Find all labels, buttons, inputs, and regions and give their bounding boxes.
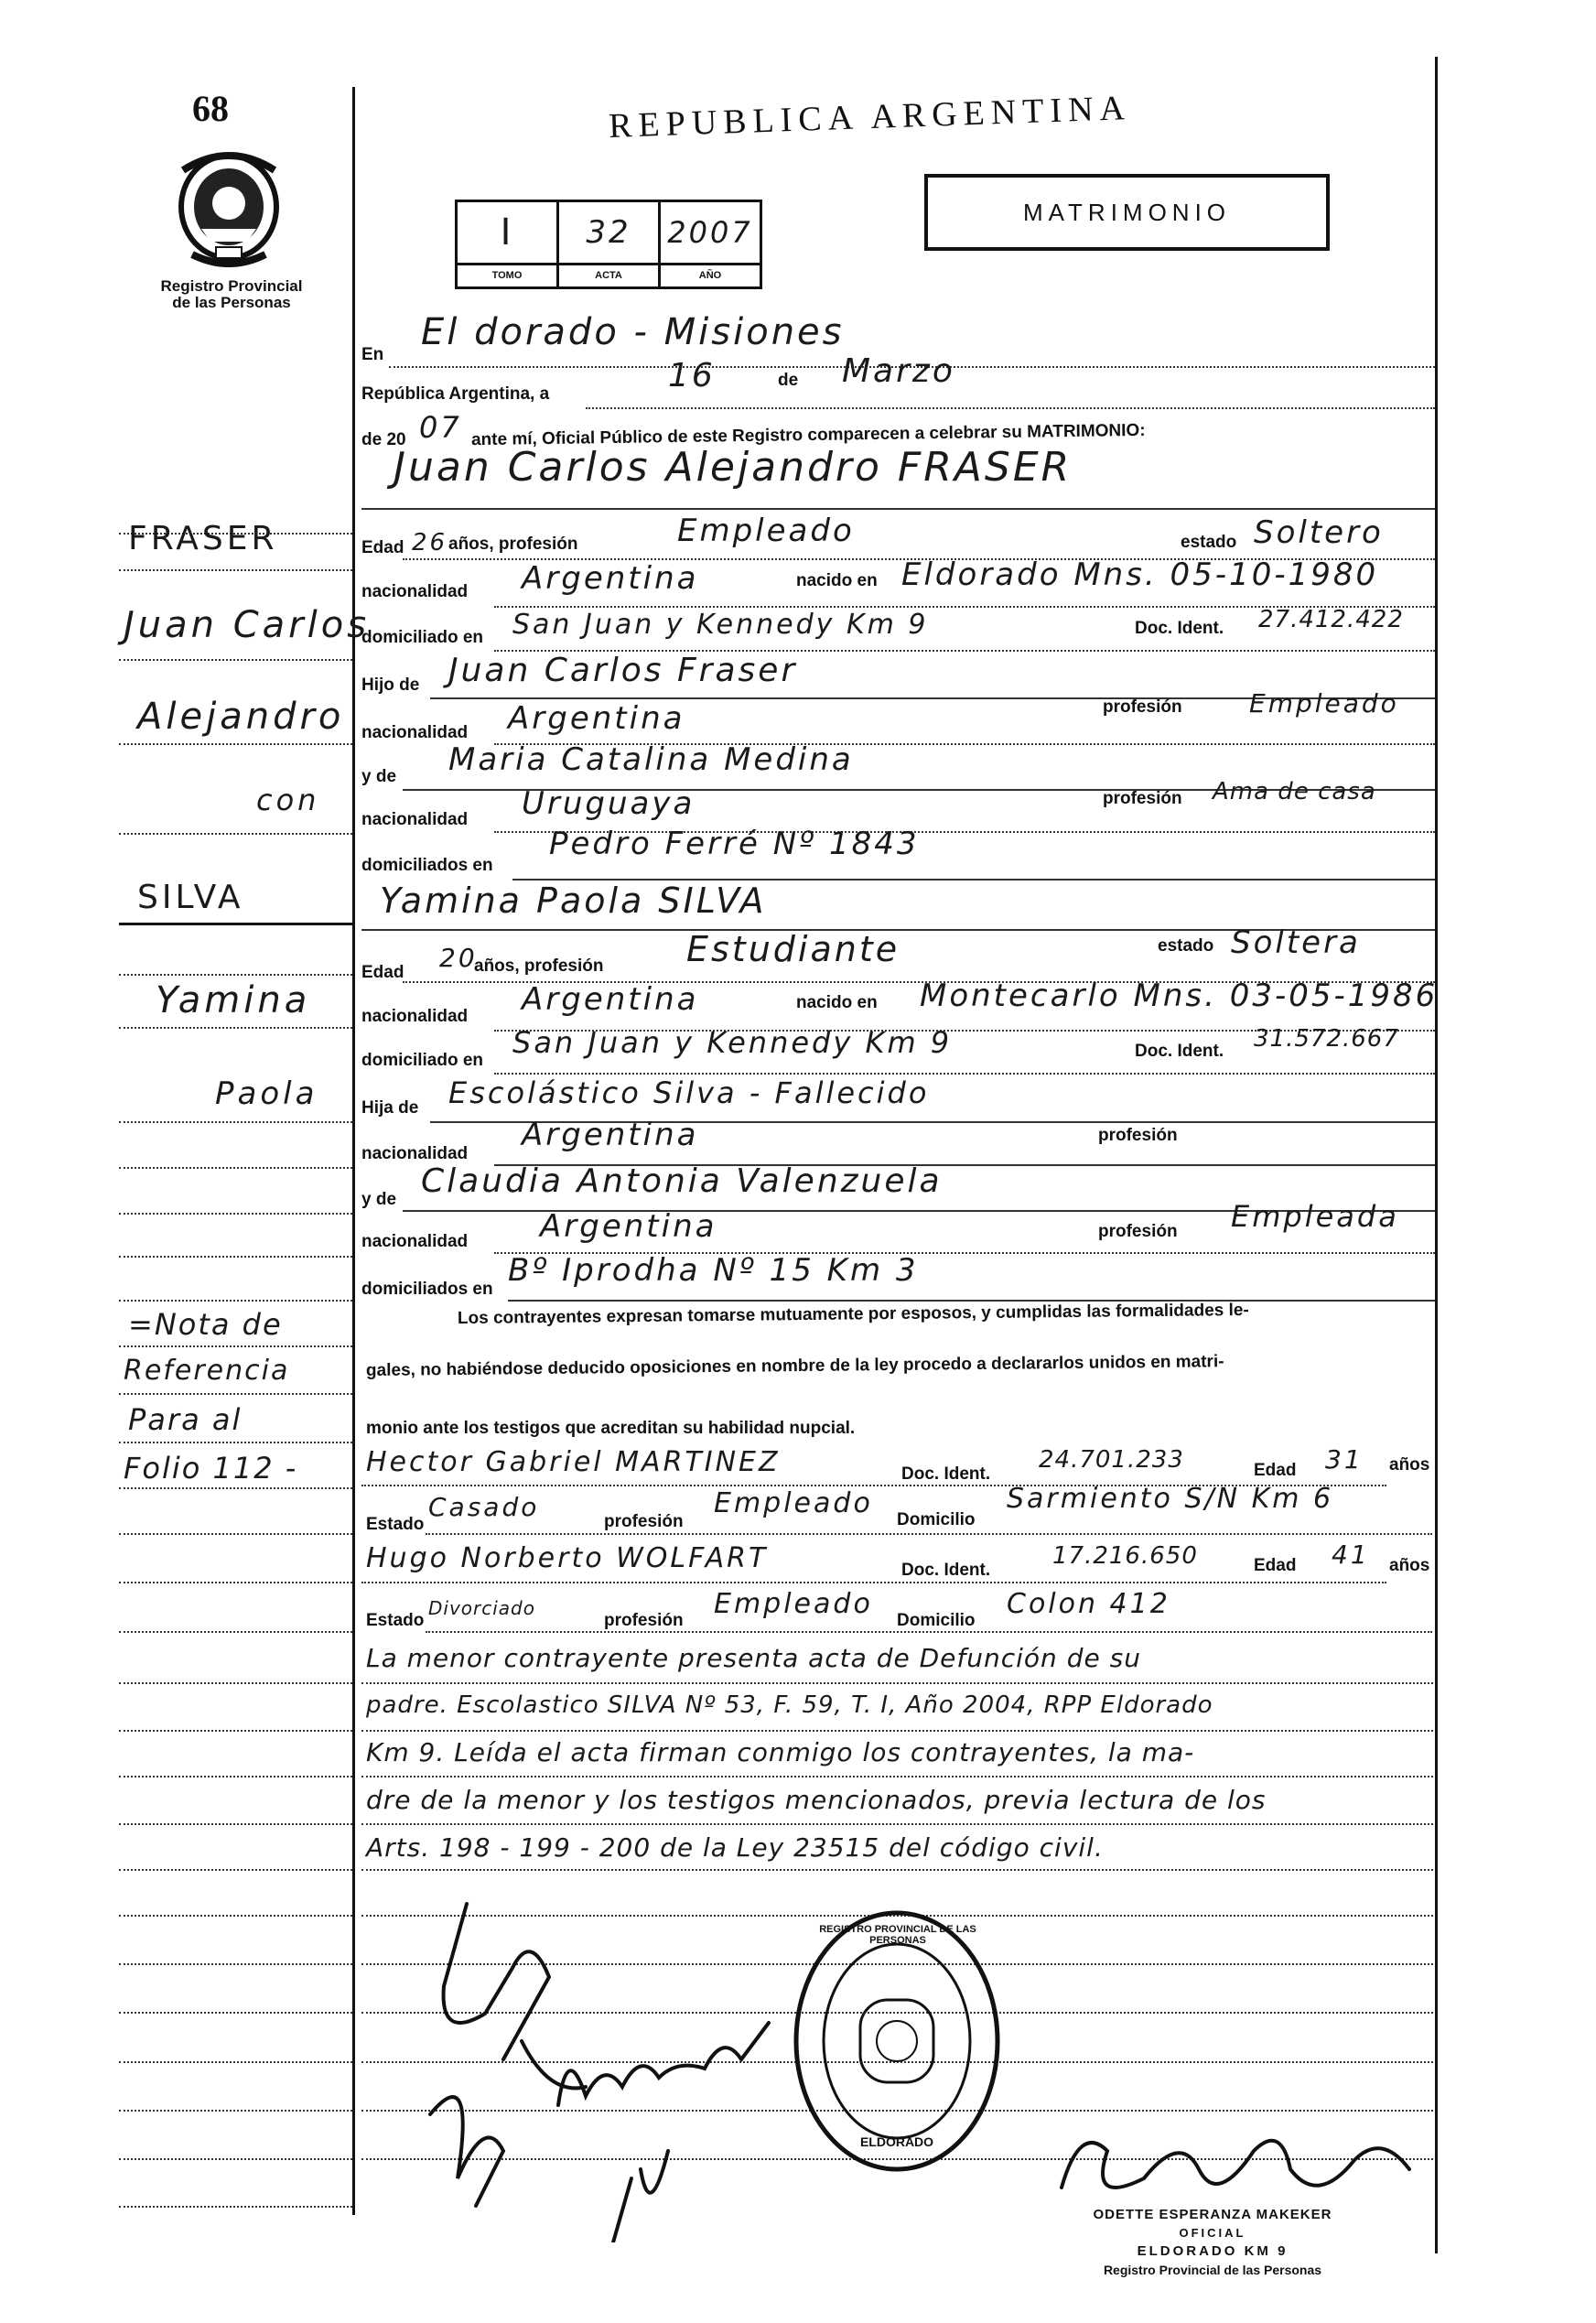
bride-father-nat: Argentina [522, 1117, 699, 1153]
groom-anos-prof-label: años, profesión [448, 535, 578, 554]
year-suffix: 07 [419, 410, 462, 445]
day: 16 [668, 357, 716, 394]
witness2-profesion-label: profesión [604, 1611, 684, 1630]
bride-father-prof-label: profesión [1098, 1126, 1178, 1145]
margin-note-1: =Nota de [128, 1307, 283, 1342]
stamp-line2: OFICIAL [1179, 2226, 1246, 2240]
witness1-profession: Empleado [714, 1487, 873, 1519]
de-label: de [778, 371, 799, 390]
witness2-domicilio-label: Domicilio [897, 1611, 976, 1630]
groom-age: 26 [412, 529, 448, 556]
bride-mother-nat-label: nacionalidad [361, 1232, 469, 1251]
bride-nacionalidad-label: nacionalidad [361, 1007, 469, 1026]
record-tomo: I [458, 202, 559, 263]
groom-mother-nat: Uruguaya [522, 785, 696, 822]
groom-nacionalidad-label: nacionalidad [361, 582, 469, 601]
witness1-estado-label: Estado [366, 1515, 425, 1534]
groom-estado-label: estado [1181, 533, 1237, 552]
witness1-doc: 24.701.233 [1039, 1446, 1184, 1474]
bride-hija-label: Hija de [361, 1098, 419, 1118]
margin-note-3: Para al [128, 1402, 243, 1437]
bride-doc: 31.572.667 [1254, 1025, 1399, 1053]
bride-doc-label: Doc. Ident. [1135, 1042, 1224, 1061]
registry-name [135, 278, 328, 311]
bride-mother: Claudia Antonia Valenzuela [421, 1162, 943, 1200]
margin-bride-name2: Paola [215, 1075, 318, 1112]
margin-con: con [256, 783, 320, 817]
witness2-age: 41 [1332, 1540, 1370, 1570]
groom-yde-label: y de [361, 767, 397, 786]
bride-father: Escolástico Silva - Fallecido [448, 1075, 930, 1110]
groom-nacido-label: nacido en [796, 571, 878, 590]
note-line-4: dre de la menor y los testigos mencionados, previa lectura de los [366, 1785, 1267, 1815]
margin-bride-surname: SILVA [137, 879, 244, 916]
groom-address: San Juan y Kennedy Km 9 [512, 609, 929, 641]
witness1-profesion-label: profesión [604, 1512, 684, 1531]
groom-father-nat: Argentina [508, 700, 685, 737]
bride-anos-prof-label: años, profesión [474, 956, 604, 976]
stamp-line4: Registro Provincial de las Personas [1103, 2263, 1322, 2277]
witness2-estado-label: Estado [366, 1611, 425, 1630]
witness2-doc: 17.216.650 [1052, 1542, 1198, 1570]
republica-label: República Argentina, a [361, 384, 550, 404]
doc-type: MATRIMONIO [1022, 198, 1232, 226]
note-line-5: Arts. 198 - 199 - 200 de la Ley 23515 del código civil. [366, 1832, 1104, 1863]
bride-nacido-label: nacido en [796, 993, 878, 1012]
record-anio-label: AÑO [698, 270, 722, 281]
groom-father-nat-label: nacionalidad [361, 723, 469, 742]
groom-doc: 27.412.422 [1258, 606, 1404, 633]
margin-bride-name1: Yamina [156, 979, 311, 1021]
coat-of-arms-icon [165, 139, 293, 267]
page-number: 68 [192, 88, 229, 129]
witness1-anos-label: años [1389, 1455, 1430, 1475]
groom-full-name: Juan Carlos Alejandro FRASER [394, 444, 1073, 491]
bride-address: San Juan y Kennedy Km 9 [512, 1025, 953, 1060]
bride-mother-nat: Argentina [540, 1208, 717, 1245]
bride-mother-prof-label: profesión [1098, 1222, 1178, 1241]
record-acta-label: ACTA [559, 265, 661, 286]
bride-parents-address: Bº Iprodha Nº 15 Km 3 [508, 1252, 919, 1289]
groom-domicilio-label: domiciliado en [361, 628, 484, 647]
signature-1 [444, 1904, 549, 2059]
witness1-domicilio-label: Domicilio [897, 1510, 976, 1529]
official-stamp [1011, 2206, 1414, 2279]
witness1-age: 31 [1325, 1444, 1364, 1475]
witness1-name: Hector Gabriel MARTINEZ [366, 1446, 781, 1478]
note-line-2: padre. Escolastico SILVA Nº 53, F. 59, T. I, Año 2004, RPP Eldorado [366, 1691, 1213, 1719]
groom-hijo-label: Hijo de [361, 675, 420, 695]
groom-profession: Empleado [677, 513, 855, 549]
groom-birth: Eldorado Mns. 05-10-1980 [901, 556, 1379, 593]
groom-mother-prof: Ama de casa [1213, 778, 1376, 805]
bride-estado: Soltera [1231, 924, 1361, 961]
bride-domiciliados-label: domiciliados en [361, 1280, 493, 1299]
witness2-estado: Divorciado [428, 1597, 535, 1619]
witness2-edad-label: Edad [1254, 1556, 1297, 1575]
margin-groom-name1: Juan Carlos [124, 604, 371, 646]
witness2-profession: Empleado [714, 1588, 873, 1620]
witness1-estado: Casado [428, 1492, 540, 1522]
groom-nationality: Argentina [522, 560, 699, 597]
groom-parents-address: Pedro Ferré Nº 1843 [549, 826, 920, 862]
seal-text-bottom: ELDORADO [859, 2134, 934, 2149]
bride-birth: Montecarlo Mns. 03-05-1986 [920, 978, 1439, 1014]
official-seal [787, 1904, 1007, 2178]
bride-nationality: Argentina [522, 981, 699, 1018]
bride-yde-label: y de [361, 1190, 397, 1209]
registry-logo [165, 139, 293, 267]
bride-profession: Estudiante [686, 929, 900, 969]
intro-statement: ante mí, Oficial Público de este Registro comparecen a celebrar su MATRIMONIO: [470, 420, 1146, 450]
en-label: En [361, 345, 384, 364]
witness2-name: Hugo Norberto WOLFART [366, 1542, 769, 1574]
groom-doc-label: Doc. Ident. [1135, 619, 1224, 638]
country-title: REPUBLICA ARGENTINA [608, 89, 1132, 146]
bride-mother-prof: Empleada [1231, 1199, 1399, 1234]
place: El dorado - Misiones [421, 311, 845, 353]
witness2-doc-label: Doc. Ident. [901, 1561, 991, 1580]
declaration-line3: monio ante los testigos que acreditan su habilidad nupcial. [366, 1419, 856, 1438]
record-anio: 2007 [667, 215, 753, 250]
margin-note-4: Folio 112 - [124, 1451, 298, 1486]
groom-edad-label: Edad [361, 538, 404, 557]
month: Marzo [842, 352, 955, 390]
record-box [455, 200, 762, 289]
right-vertical-rule [1435, 57, 1438, 2253]
groom-father-prof: Empleado [1249, 688, 1399, 719]
seal-text-top: REGISTRO PROVINCIAL DE LAS PERSONAS [819, 1924, 976, 1946]
groom-domiciliados-label: domiciliados en [361, 856, 493, 875]
groom-mother-nat-label: nacionalidad [361, 810, 469, 829]
stamp-line3: ELDORADO KM 9 [1137, 2243, 1289, 2259]
groom-estado: Soltero [1254, 514, 1384, 551]
note-line-1: La menor contrayente presenta acta de Defunción de su [366, 1643, 1141, 1673]
margin-groom-name2: Alejandro [137, 696, 345, 738]
bride-father-nat-label: nacionalidad [361, 1144, 469, 1163]
declaration-line1: Los contrayentes expresan tomarse mutuamente por esposos, y cumplidas las formalidades le- [457, 1300, 1249, 1328]
witness1-domicilio: Sarmiento S/N Km 6 [1007, 1483, 1334, 1515]
declaration-line2: gales, no habiéndose deducido oposiciones en nombre de la ley procedo a declararlos unidos en matri- [365, 1352, 1224, 1380]
year-prefix: de 20 [361, 430, 406, 449]
doc-type-box [924, 174, 1330, 251]
groom-father-prof-label: profesión [1103, 697, 1182, 717]
registry-name-line1: Registro Provincial [160, 277, 303, 295]
bride-estado-label: estado [1158, 936, 1214, 956]
bride-domicilio-label: domiciliado en [361, 1051, 484, 1070]
bride-age: 20 [439, 943, 478, 973]
groom-father: Juan Carlos Fraser [448, 652, 798, 689]
note-line-3: Km 9. Leída el acta firman conmigo los contrayentes, la ma- [366, 1737, 1195, 1767]
groom-mother-prof-label: profesión [1103, 789, 1182, 808]
registry-name-line2: de las Personas [172, 294, 291, 311]
record-acta: 32 [559, 202, 661, 263]
witness1-doc-label: Doc. Ident. [901, 1464, 991, 1484]
record-tomo-label: TOMO [458, 265, 559, 286]
left-vertical-rule [352, 87, 355, 2215]
bride-edad-label: Edad [361, 963, 404, 982]
witness1-edad-label: Edad [1254, 1461, 1297, 1480]
bride-full-name: Yamina Paola SILVA [380, 881, 767, 921]
witness2-anos-label: años [1389, 1556, 1430, 1575]
margin-note-2: Referencia [124, 1355, 290, 1387]
signature-2 [558, 2023, 769, 2105]
margin-groom-surname: FRASER [128, 520, 278, 557]
stamp-line1: ODETTE ESPERANZA MAKEKER [1093, 2207, 1332, 2222]
groom-mother: Maria Catalina Medina [448, 741, 854, 778]
witness2-domicilio: Colon 412 [1007, 1588, 1170, 1620]
